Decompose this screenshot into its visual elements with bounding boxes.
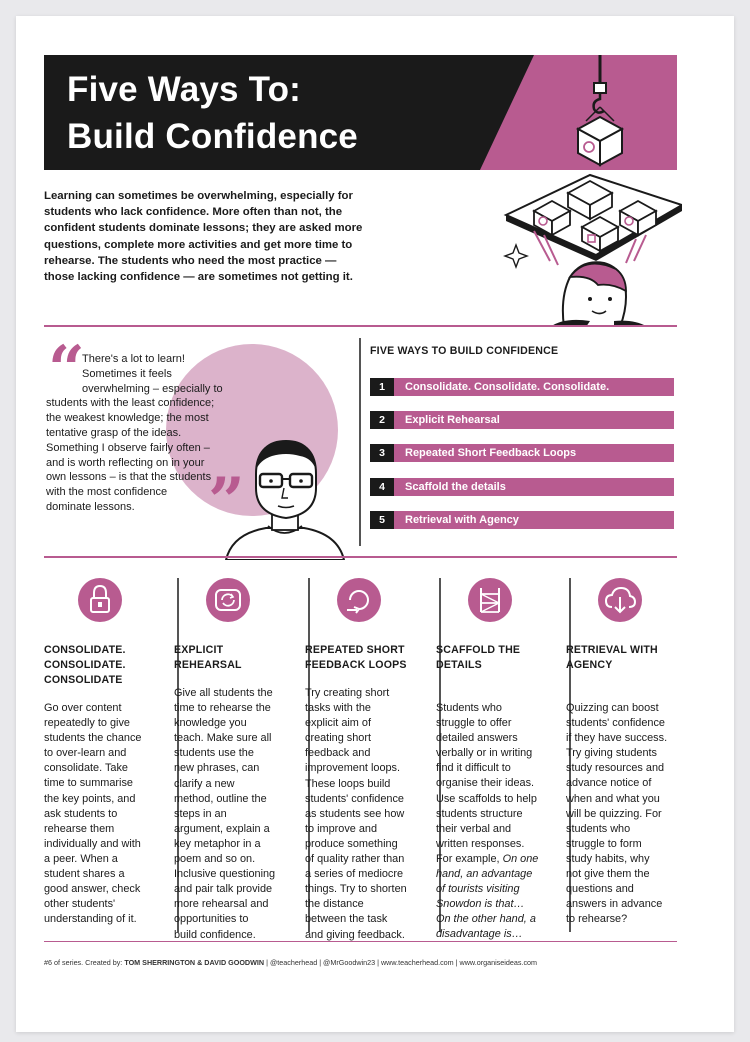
body-line: These loops build <box>305 777 391 790</box>
item-number: 5 <box>370 511 394 529</box>
quote-line: Sometimes it feels <box>82 367 172 380</box>
item-label: Explicit Rehearsal <box>394 411 674 429</box>
item-number: 4 <box>370 478 394 496</box>
body-line: Try creating short <box>305 687 390 699</box>
body-line: the key points, and <box>44 792 136 805</box>
body-line: study resources and <box>566 762 665 775</box>
five-ways-heading: FIVE WAYS TO BUILD CONFIDENCE <box>370 345 559 357</box>
title-line: RETRIEVAL WITH <box>566 644 658 656</box>
body-line: verbally or in writing <box>436 747 533 760</box>
column-body-consolidate <box>44 701 141 927</box>
column-body-scaffold <box>436 701 538 943</box>
body-line: Give all students the <box>174 687 273 699</box>
body-line: argument, explain a <box>174 822 270 835</box>
body-line: opportunities to <box>174 913 249 926</box>
body-line: time to rehearse the <box>174 702 271 715</box>
body-line: clarify a new <box>174 777 235 790</box>
body-line: steps in an <box>174 807 227 820</box>
body-line: students' confidence <box>305 792 404 805</box>
body-line: organise their ideas. <box>436 777 535 790</box>
body-line: Inclusive questioning <box>174 868 276 881</box>
body-line: explicit aim of <box>305 717 371 730</box>
column-body-explicit-rehearsal <box>174 686 275 943</box>
item-label: Repeated Short Feedback Loops <box>394 444 674 462</box>
body-line: produce something <box>305 837 398 850</box>
body-line: between the task <box>305 913 388 926</box>
column-title-feedback-loops <box>305 643 407 673</box>
intro-paragraph: Learning can sometimes be overwhelming, especially for students who lack confidence. More often than not, the confident students dominate lessons; they are asked more questions, complete more activities and get more time to rehearse. The students who need the most practice — those lacking confidence — are sometimes not getting it. <box>44 190 363 284</box>
body-line: Try giving students <box>566 747 657 760</box>
body-line: when and what you <box>566 792 660 805</box>
scaffold-icon <box>468 578 512 622</box>
title-line: CONSOLIDATE. <box>44 644 126 656</box>
body-line: students who <box>566 822 631 835</box>
column-title-consolidate <box>44 643 126 688</box>
body-line: study habits, why <box>566 852 650 865</box>
quote-line: with the most confidence <box>46 486 168 499</box>
title-line: DETAILS <box>436 659 482 671</box>
title-line: AGENCY <box>566 659 613 671</box>
page-title <box>67 66 358 160</box>
body-line-italic: hand, an advantage <box>436 868 533 881</box>
item-number: 3 <box>370 444 394 462</box>
body-line: Quizzing can boost <box>566 702 659 714</box>
body-line: build confidence. <box>174 928 256 941</box>
body-line: creating short <box>305 732 371 745</box>
title-line: REPEATED SHORT <box>305 644 405 656</box>
body-line: other students' <box>44 898 116 911</box>
column-title-scaffold <box>436 643 520 673</box>
quote-line: tentative grasp of the ideas. <box>46 426 182 439</box>
body-line: written responses. <box>436 837 525 850</box>
body-line: more rehearsal and <box>174 898 269 911</box>
body-line: time to summarise <box>44 777 133 790</box>
quote-line: There's a lot to learn! <box>82 353 185 365</box>
body-line: and pair talk provide <box>174 883 273 896</box>
quote-line: overwhelming – especially to <box>82 382 223 395</box>
padlock-icon <box>78 578 122 622</box>
body-line: to rehearse? <box>566 913 628 926</box>
cloud-download-icon <box>598 578 642 622</box>
footer-authors: TOM SHERRINGTON & DAVID GOODWIN <box>124 958 265 967</box>
body-line: if they have success. <box>566 732 668 745</box>
body-line: method, outline the <box>174 792 267 805</box>
body-line: a peer. When a <box>44 852 118 865</box>
body-line: advance notice of <box>566 777 652 790</box>
title-line: CONSOLIDATE <box>44 674 123 686</box>
five-ways-item-1 <box>370 378 674 396</box>
title-line: SCAFFOLD THE <box>436 644 521 656</box>
body-line: students use the <box>174 747 254 760</box>
open-quote-icon: “ <box>48 332 85 407</box>
quote-line: Something I observe fairly often – <box>46 441 210 454</box>
quote-line: own lessons – is that the students <box>46 471 212 484</box>
body-line: tasks with the <box>305 702 371 715</box>
refresh-cycle-icon <box>206 578 250 622</box>
author-portrait-illustration <box>218 430 352 560</box>
body-line: struggle to form <box>566 837 642 850</box>
five-ways-item-5 <box>370 511 674 529</box>
body-line <box>436 852 538 867</box>
section-divider-bottom <box>44 941 677 942</box>
body-line: will be quizzing. For <box>566 807 662 820</box>
body-line: to improve and <box>305 822 378 835</box>
body-line: key metaphor in a <box>174 837 261 850</box>
body-line: ask students to <box>44 807 118 820</box>
body-line: detailed answers <box>436 732 518 745</box>
body-line: a series of mediocre <box>305 868 404 881</box>
body-line: of quality rather than <box>305 853 405 866</box>
quote-line: and is worth reflecting on in your <box>46 456 205 469</box>
footer-credits <box>44 958 537 967</box>
body-line: Students who <box>436 702 502 714</box>
body-line: feedback and <box>305 747 371 760</box>
column-title-retrieval <box>566 643 658 673</box>
item-number: 1 <box>370 378 394 396</box>
body-line-italic: Snowdon is that… <box>436 898 525 911</box>
title-line-1: Five Ways To: <box>67 70 302 109</box>
body-line: good answer, check <box>44 883 141 896</box>
body-line-italic: of tourists visiting <box>436 883 520 896</box>
item-label: Retrieval with Agency <box>394 511 674 529</box>
body-line: things. Try to shorten <box>305 883 407 896</box>
body-line-italic: disadvantage is… <box>436 928 523 941</box>
body-line: Go over content <box>44 702 122 714</box>
body-line: to over-learn and <box>44 747 127 760</box>
five-ways-item-2 <box>370 411 674 429</box>
body-line: students' confidence <box>566 717 665 730</box>
body-line: understanding of it. <box>44 913 137 926</box>
title-line: REHEARSAL <box>174 659 242 671</box>
body-line: knowledge you <box>174 717 247 730</box>
body-line: their verbal and <box>436 822 512 835</box>
body-text: For example, <box>436 852 500 865</box>
body-line: find it difficult to <box>436 762 511 775</box>
body-line: and giving feedback. <box>305 928 405 941</box>
title-line: FEEDBACK LOOPS <box>305 659 407 671</box>
body-line: Use scaffolds to help <box>436 792 537 805</box>
body-line: new phrases, can <box>174 762 260 775</box>
crane-boxes-illustration <box>486 55 682 327</box>
section-divider-middle <box>44 556 677 558</box>
vertical-divider <box>359 338 361 546</box>
body-line: teach. Make sure all <box>174 732 272 745</box>
body-line: as students see how <box>305 807 405 820</box>
body-line: answers in advance <box>566 898 663 911</box>
footer-prefix: #6 of series. Created by: <box>44 958 125 967</box>
section-divider-top <box>44 325 677 327</box>
body-line: poem and so on. <box>174 853 256 866</box>
body-line: individually and with <box>44 837 141 850</box>
body-line: the distance <box>305 898 364 911</box>
quote-line: the weakest knowledge; the most <box>46 412 209 425</box>
body-line-italic: On the other hand, a <box>436 913 536 926</box>
feedback-loop-icon <box>337 578 381 622</box>
title-line: EXPLICIT <box>174 644 224 656</box>
body-line: questions and <box>566 883 634 896</box>
quote-line: dominate lessons. <box>46 500 135 513</box>
item-label: Scaffold the details <box>394 478 674 496</box>
column-body-retrieval <box>566 701 667 927</box>
column-body-feedback-loops <box>305 686 407 943</box>
title-line-2: Build Confidence <box>67 117 358 156</box>
column-title-explicit-rehearsal <box>174 643 242 673</box>
item-label: Consolidate. Consolidate. Consolidate. <box>394 378 674 396</box>
body-line: not give them the <box>566 868 650 881</box>
quote-line: students with the least confidence; <box>46 397 215 410</box>
item-number: 2 <box>370 411 394 429</box>
five-ways-item-4 <box>370 478 674 496</box>
body-line: consolidate. Take <box>44 762 128 775</box>
italic-example: On one <box>502 852 539 865</box>
five-ways-item-3 <box>370 444 674 462</box>
body-line: rehearse them <box>44 822 115 835</box>
body-line: struggle to offer <box>436 717 512 730</box>
body-line: improvement loops. <box>305 762 401 775</box>
title-line: CONSOLIDATE. <box>44 659 126 671</box>
footer-links: | @teacherhead | @MrGoodwin23 | www.teacherhead.com | www.organiseideas.com <box>264 958 538 967</box>
close-quote-icon: ” <box>208 464 245 539</box>
body-line: repeatedly to give <box>44 717 130 730</box>
body-line: students the chance <box>44 732 142 745</box>
body-line: students structure <box>436 807 523 820</box>
body-line: student shares a <box>44 868 125 881</box>
